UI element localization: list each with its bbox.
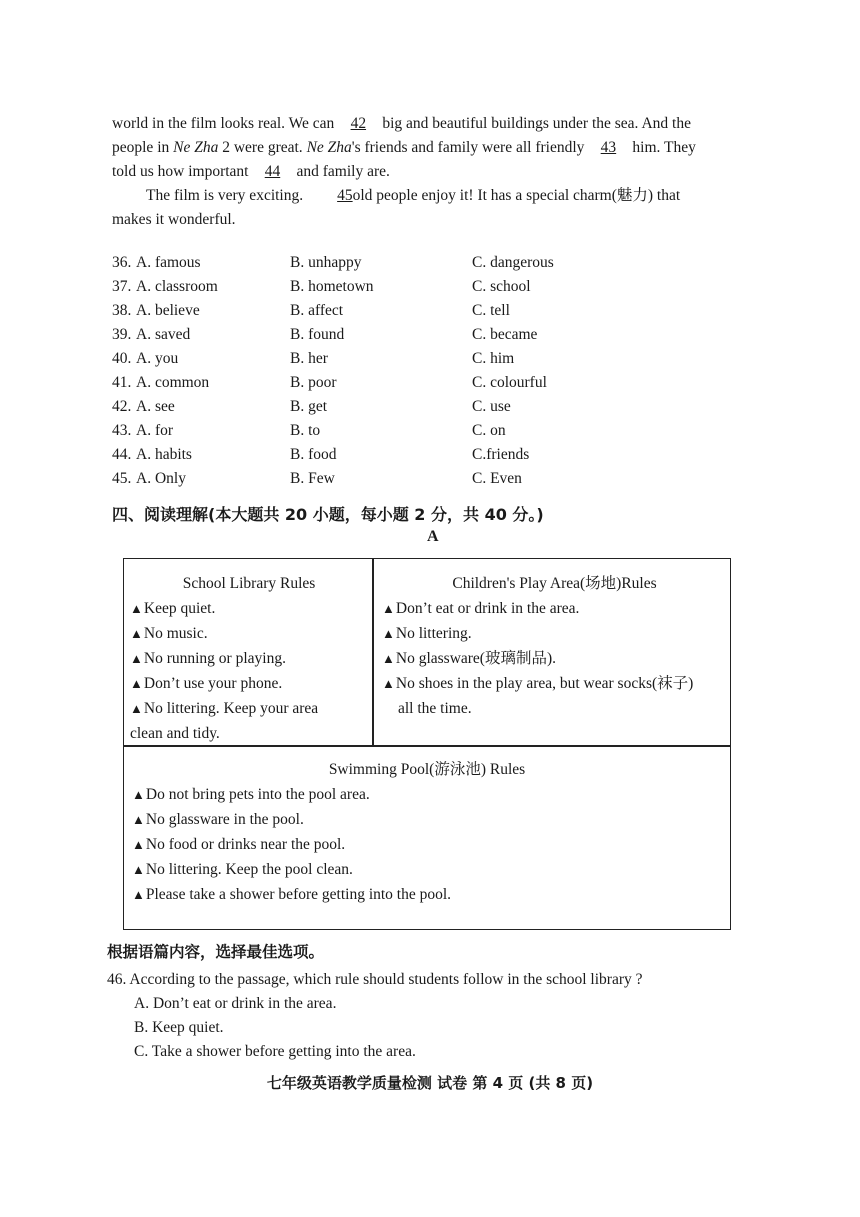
option-c: C. use [472,398,511,415]
passage-text: people in [112,139,174,156]
rule-text: No shoes in the play area, but wear socks(袜子) [395,675,694,692]
option-b: B. her [290,350,328,367]
option-row-39 [112,323,752,347]
option-b: B. to [290,422,321,439]
passage-text: old people enjoy it! It has a special charm(魅力) that [352,187,681,204]
rule-text: No glassware(玻璃制品). [395,650,557,667]
film-title: Ne Zha [173,139,219,156]
passage-line-1 [112,112,752,136]
triangle-bullet-icon: ▲ [132,812,145,827]
option-row-42 [112,395,752,419]
question-number: 43. [112,422,132,439]
blank-44: 44 [264,163,281,180]
rule-item [382,671,727,696]
question-number: 39. [112,326,132,343]
passage-text: told us how important [112,163,249,180]
triangle-bullet-icon: ▲ [382,601,395,616]
option-a: A. famous [136,254,201,271]
rule-item [130,696,368,721]
option-row-44 [112,443,752,467]
blank-42: 42 [350,115,367,132]
rules-table [123,558,731,930]
play-area-rules-title: Children's Play Area(场地)Rules [452,575,657,592]
question-number: 37. [112,278,132,295]
option-a: A. for [136,422,174,439]
blank-43: 43 [600,139,617,156]
option-c: C. colourful [472,374,547,391]
pool-rules-cell [132,757,722,907]
passage-text: and family are. [296,163,390,180]
triangle-bullet-icon: ▲ [132,837,145,852]
section-title: 四、阅读理解(本大题共 20 小题，每小题 2 分，共 40 分。) [112,505,544,524]
triangle-bullet-icon: ▲ [132,787,145,802]
option-c: C. became [472,326,538,343]
rule-item [132,832,722,857]
question-46 [107,968,747,1064]
choice-c: C. Take a shower before getting into the area. [134,1043,416,1060]
passage-text: 2 were great. [218,139,307,156]
option-a: A. Only [136,470,186,487]
rule-text: No music. [143,625,208,642]
rule-continuation: clean and tidy. [130,725,220,742]
passage-letter: A [427,528,439,545]
triangle-bullet-icon: ▲ [130,651,143,666]
rule-item [130,671,368,696]
option-a: A. common [136,374,210,391]
answer-options [112,251,752,491]
rule-item [130,596,368,621]
triangle-bullet-icon: ▲ [130,701,143,716]
option-a: A. classroom [136,278,218,295]
rule-continuation: all the time. [398,700,472,717]
triangle-bullet-icon: ▲ [382,626,395,641]
rule-text: No littering. [395,625,472,642]
rule-text: No food or drinks near the pool. [145,836,346,853]
blank-45: 45 [337,187,353,204]
library-rules-title: School Library Rules [182,575,316,592]
page-footer: 七年级英语教学质量检测 试卷 第 4 页 (共 8 页) [266,1074,594,1092]
passage-line-2 [112,136,752,160]
question-number: 42. [112,398,132,415]
question-number: 40. [112,350,132,367]
rule-text: Don’t use your phone. [143,675,283,692]
option-b: B. Few [290,470,335,487]
rule-text: Keep quiet. [143,600,216,617]
rule-text: No glassware in the pool. [145,811,304,828]
option-row-43 [112,419,752,443]
question-number: 41. [112,374,132,391]
triangle-bullet-icon: ▲ [382,676,395,691]
question-stem: 46. According to the passage, which rule should students follow in the school library ? [107,971,643,988]
option-a: A. see [136,398,175,415]
triangle-bullet-icon: ▲ [130,626,143,641]
passage-text: The film is very exciting. [146,187,304,204]
question-instruction: 根据语篇内容，选择最佳选项。 [107,943,325,961]
option-row-37 [112,275,752,299]
option-c: C. dangerous [472,254,554,271]
triangle-bullet-icon: ▲ [382,651,395,666]
rule-item [132,882,722,907]
pool-rules-title: Swimming Pool(游泳池) Rules [328,761,526,778]
passage-text: world in the film looks real. We can [112,115,335,132]
rule-item [132,782,722,807]
option-row-41 [112,371,752,395]
passage-text: him. They [632,139,696,156]
library-rules-cell [130,571,368,746]
option-a: A. habits [136,446,192,463]
option-a: A. you [136,350,179,367]
rule-item [382,621,727,646]
option-c: C. him [472,350,515,367]
rule-text: No littering. Keep your area [143,700,319,717]
option-b: B. unhappy [290,254,362,271]
passage-line-3 [112,160,752,184]
rule-item [382,596,727,621]
passage-text: big and beautiful buildings under the sea. And the [382,115,691,132]
rule-item [132,857,722,882]
option-c: C. on [472,422,506,439]
cloze-passage [112,112,752,232]
option-b: B. poor [290,374,337,391]
option-c: C. Even [472,470,522,487]
rule-item [130,646,368,671]
rule-item [132,807,722,832]
rule-text: Please take a shower before getting into the pool. [145,886,452,903]
triangle-bullet-icon: ▲ [132,862,145,877]
option-a: A. believe [136,302,200,319]
choice-b: B. Keep quiet. [134,1019,224,1036]
rule-text: Do not bring pets into the pool area. [145,786,370,803]
option-c: C. tell [472,302,510,319]
option-b: B. get [290,398,328,415]
triangle-bullet-icon: ▲ [130,601,143,616]
option-row-40 [112,347,752,371]
option-b: B. found [290,326,345,343]
option-b: B. affect [290,302,344,319]
option-row-36 [112,251,752,275]
passage-line-5: makes it wonderful. [112,211,236,228]
question-number: 38. [112,302,132,319]
passage-paragraph-2 [112,184,752,208]
rule-text: No littering. Keep the pool clean. [145,861,353,878]
triangle-bullet-icon: ▲ [132,887,145,902]
passage-text: 's friends and family were all friendly [351,139,585,156]
rule-text: No running or playing. [143,650,286,667]
option-b: B. food [290,446,337,463]
choice-a: A. Don’t eat or drink in the area. [134,995,337,1012]
triangle-bullet-icon: ▲ [130,676,143,691]
play-area-rules-cell [382,571,727,721]
option-a: A. saved [136,326,191,343]
rule-item [130,621,368,646]
question-number: 44. [112,446,132,463]
table-divider-vertical [372,559,374,745]
character-name: Ne Zha [306,139,352,156]
option-row-45 [112,467,752,491]
option-c: C.friends [472,446,530,463]
question-number: 36. [112,254,132,271]
option-row-38 [112,299,752,323]
rule-item [382,646,727,671]
option-c: C. school [472,278,531,295]
option-b: B. hometown [290,278,374,295]
rule-text: Don’t eat or drink in the area. [395,600,580,617]
question-number: 45. [112,470,132,487]
